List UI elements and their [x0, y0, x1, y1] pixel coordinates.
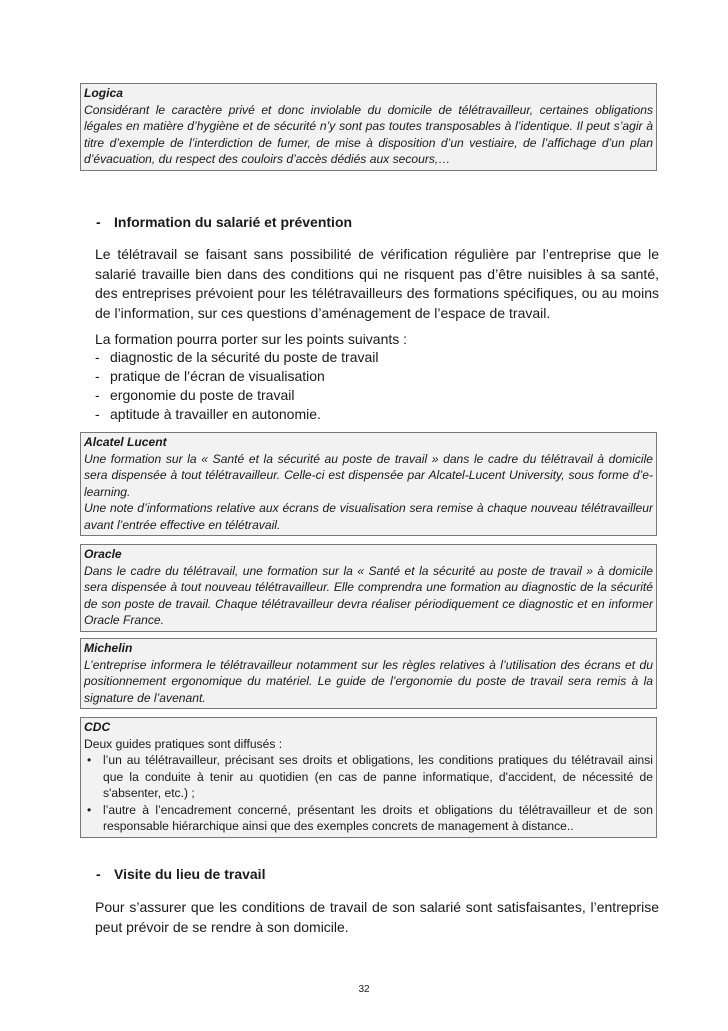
list-item: - aptitude à travailler en autonomie. [95, 406, 321, 422]
box-text: Deux guides pratiques sont diffusés : [84, 736, 283, 751]
dash-list [95, 348, 379, 424]
heading-title: Visite du lieu de travail [114, 866, 266, 882]
bullet-list [84, 752, 653, 835]
box-text: Une note d’informations relative aux écrans de visualisation sera remise à chaque nouveau télétravailleur avant l’entrée effective en télétravail. [84, 501, 653, 532]
box-text: Dans le cadre du télétravail, une formation sur la « Santé et la sécurité au poste de travail » à domicile sera dispensée à tout nouveau télétravailleur. Elle comprendra une formation au diagnostic de la sécurité de son poste de travail. Chaque télétravailleur devra réaliser périodiquement ce diagnostic et en informer Oracle France. [84, 563, 653, 627]
company-name: CDC [84, 720, 111, 734]
list-item: • l’autre à l’encadrement concerné, présentant les droits et obligations du télétravailleur et de son responsable hiérarchique ainsi que des exemples concrets de management à distance.. [87, 802, 653, 833]
heading-title: Information du salarié et prévention [114, 214, 353, 230]
section-heading [96, 214, 352, 230]
michelin-box [80, 638, 657, 709]
list-item: • l’un au télétravailleur, précisant ses droits et obligations, les conditions pratiques du télétravail ainsi que la conduite à tenir au quotidien (en cas de panne informatique, d'accident, de nécessité de s'absenter, etc.) ; [87, 753, 653, 800]
paragraph: Pour s’assurer que les conditions de travail de son salarié sont satisfaisantes, l’entreprise peut prévoir de se rendre à son domicile. [95, 899, 659, 935]
company-name: Michelin [84, 641, 133, 655]
alcatel-lucent-box [80, 432, 657, 536]
box-text: Considérant le caractère privé et donc inviolable du domicile de télétravailleur, certaines obligations légales en matière d’hygiène et de sécurité n’y sont pas toutes transposables à l’identique. Il peut s’agir à titre d’exemple de l’interdiction de fumer, de mise à disposition d’un vestiaire, de l’affichage d’un plan d’évacuation, du respect des couloirs d’accès dédiés aux secours,… [84, 102, 653, 166]
paragraph: Le télétravail se faisant sans possibilité de vérification régulière par l’entreprise que le salarié travaille bien dans des conditions qui ne risquent pas d’être nuisibles à sa santé, des entreprises prévoient pour les télétravailleurs des formations spécifiques, ou au moins de l’information, sur ces questions d’aménagement de l’espace de travail. [95, 246, 659, 321]
list-item: - ergonomie du poste de travail [95, 387, 295, 403]
company-name: Logica [84, 86, 123, 100]
heading-dash: - [96, 866, 101, 882]
oracle-box [80, 544, 657, 632]
cdc-box [80, 717, 657, 838]
company-name: Alcatel Lucent [84, 435, 167, 449]
list-item: - diagnostic de la sécurité du poste de travail [95, 349, 379, 365]
logica-box [80, 83, 657, 171]
company-name: Oracle [84, 547, 122, 561]
paragraph: La formation pourra porter sur les points suivants : [95, 331, 408, 347]
heading-dash: - [96, 214, 101, 230]
page-number: 32 [358, 984, 370, 995]
section-heading [96, 866, 265, 882]
list-item: - pratique de l’écran de visualisation [95, 368, 325, 384]
box-text: Une formation sur la « Santé et la sécurité au poste de travail » dans le cadre du télétravail à domicile sera dispensée à tout télétravailleur. Celle-ci est dispensée par Alcatel-Lucent University, sous forme d’e-learning. [84, 451, 653, 499]
box-text: L’entreprise informera le télétravailleur notamment sur les règles relatives à l’utilisation des écrans et du positionnement ergonomique du matériel. Le guide de l’ergonomie du poste de travail sera remis à la signature de l’avenant. [84, 657, 653, 705]
